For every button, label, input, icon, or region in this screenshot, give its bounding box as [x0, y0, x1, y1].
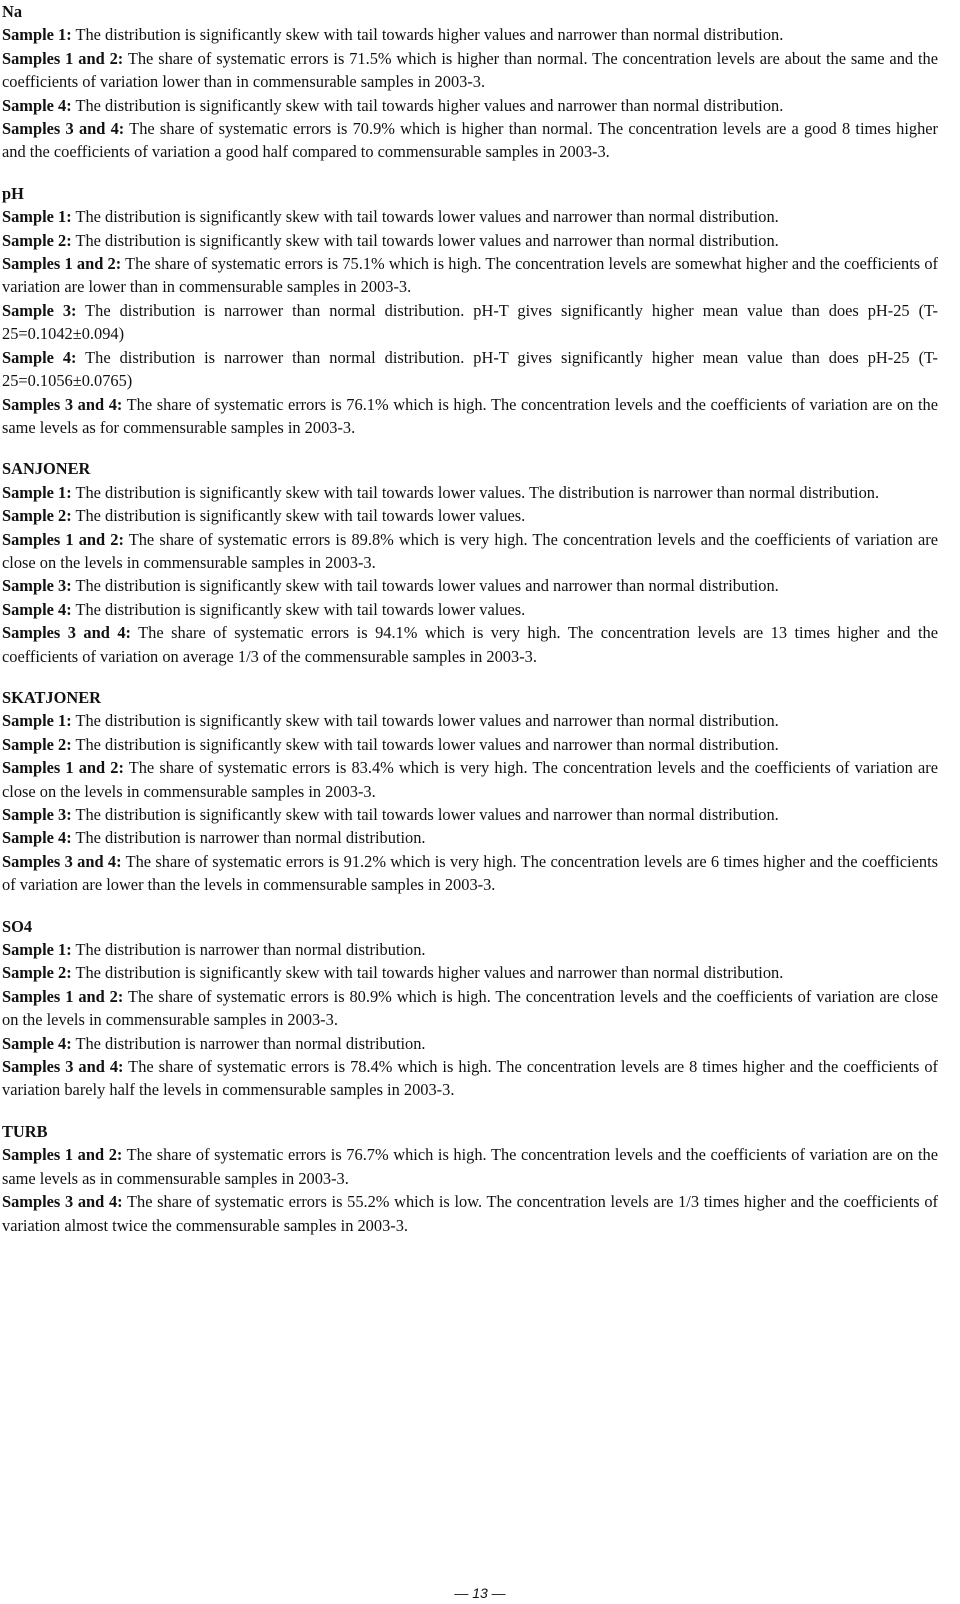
paragraph-lead: Sample 2:: [2, 734, 72, 754]
paragraph-lead: Sample 3:: [2, 805, 72, 824]
paragraph-lead: Samples 3 and 4:: [2, 1057, 124, 1077]
paragraph-lead: Sample 1:: [2, 25, 72, 45]
paragraph-text: The distribution is significantly skew with tail towards higher values and narrower than normal distribution.: [71, 25, 784, 45]
paragraph: [2, 229, 938, 252]
paragraph: [2, 709, 938, 732]
paragraph-text: The distribution is significantly skew with tail towards higher values and narrower than normal distribution.: [71, 95, 784, 115]
paragraph-text: The share of systematic errors is 76.1% which is high. The concentration levels and the coefficients of variation are on the same levels as for commensurable samples in 2003-3.: [2, 394, 938, 437]
paragraph-text: The share of systematic errors is 83.4% which is very high. The concentration levels and the coefficients of variation are close on the levels in commensurable samples in 2003-3.: [2, 758, 938, 801]
paragraph-lead: Samples 3 and 4:: [2, 851, 122, 871]
paragraph-text: The distribution is significantly skew with tail towards lower values and narrower than normal distribution.: [71, 711, 779, 731]
paragraph: [2, 850, 938, 897]
paragraph-lead: Sample 4:: [2, 1033, 72, 1053]
section-heading: SKATJONER: [2, 687, 101, 707]
paragraph-lead: Sample 2:: [2, 230, 72, 250]
paragraph-lead: Sample 4:: [2, 347, 77, 367]
section-heading: TURB: [2, 1121, 48, 1141]
paragraph-text: The distribution is significantly skew with tail towards lower values. The distribution is narrower than normal distribution.: [71, 482, 880, 502]
paragraph: [2, 598, 938, 621]
paragraph-text: The distribution is narrower than normal distribution.: [71, 828, 426, 848]
paragraph: [2, 826, 938, 849]
paragraph-lead: Samples 1 and 2:: [2, 254, 122, 274]
paragraph: [2, 1055, 938, 1102]
paragraph-text: The distribution is narrower than normal distribution.: [71, 1033, 426, 1053]
paragraph-text: The share of systematic errors is 91.2% which is very high. The concentration levels are 6 times higher and the coefficients of variation are lower than the levels in commensurable samples in 2003-3.: [2, 851, 939, 895]
paragraph-lead: Sample 2:: [2, 963, 72, 983]
section: [2, 457, 938, 668]
paragraph-lead: Sample 1:: [2, 711, 72, 731]
paragraph-lead: Samples 3 and 4:: [2, 623, 131, 643]
paragraph-text: The share of systematic errors is 71.5% which is higher than normal. The concentration levels are about the same and the coefficients of variation lower than in commensurable samples in 2003-3.: [2, 48, 939, 92]
paragraph-lead: Samples 3 and 4:: [2, 394, 123, 414]
paragraph-lead: Samples 1 and 2:: [2, 1145, 123, 1165]
section-heading: Na: [2, 2, 23, 21]
paragraph: [2, 961, 938, 984]
paragraph-lead: Samples 1 and 2:: [2, 48, 124, 68]
paragraph-text: The share of systematic errors is 80.9% which is high. The concentration levels and the coefficients of variation are close on the levels in commensurable samples in 2003-3.: [2, 986, 938, 1030]
paragraph-text: The share of systematic errors is 70.9% which is higher than normal. The concentration levels are a good 8 times higher and the coefficients of variation a good half compared to commensurable samples in 2003-3.: [2, 119, 938, 162]
paragraph-text: The distribution is narrower than normal distribution. pH-T gives significantly higher mean value than does pH-25 (T-25=0.1056±0.0765): [2, 347, 938, 391]
paragraph-lead: Samples 1 and 2:: [2, 986, 124, 1006]
paragraph: [2, 985, 938, 1032]
section: [2, 1120, 938, 1237]
section: [2, 686, 938, 897]
paragraph: [2, 528, 938, 575]
paragraph: [2, 346, 938, 393]
paragraph-text: The distribution is significantly skew with tail towards lower values and narrower than normal distribution.: [71, 805, 779, 824]
paragraph: [2, 803, 938, 826]
paragraph-lead: Samples 3 and 4:: [2, 119, 125, 139]
paragraph: [2, 733, 938, 756]
paragraph-lead: Sample 1:: [2, 482, 72, 502]
paragraph-text: The share of systematic errors is 76.7% which is high. The concentration levels and the coefficients of variation are on the same levels as in commensurable samples in 2003-3.: [2, 1145, 938, 1188]
paragraph: [2, 504, 938, 527]
paragraph-lead: Sample 4:: [2, 828, 72, 848]
section-heading: pH: [2, 183, 24, 203]
section-heading: SO4: [2, 916, 33, 936]
paragraph-lead: Samples 3 and 4:: [2, 1192, 123, 1212]
paragraph: [2, 1032, 938, 1055]
paragraph: [2, 393, 938, 440]
paragraph-text: The distribution is significantly skew with tail towards lower values.: [71, 506, 526, 526]
paragraph: [2, 574, 938, 597]
paragraph-lead: Samples 1 and 2:: [2, 758, 124, 778]
paragraph-text: The distribution is significantly skew with tail towards lower values and narrower than normal distribution.: [71, 207, 779, 227]
paragraph: [2, 252, 938, 299]
paragraph-text: The distribution is narrower than normal distribution.: [71, 940, 426, 960]
paragraph-lead: Sample 1:: [2, 207, 72, 227]
paragraph-lead: Sample 3:: [2, 300, 77, 320]
paragraph-lead: Sample 3:: [2, 576, 72, 596]
paragraph-text: The share of systematic errors is 55.2% which is low. The concentration levels are 1/3 times higher and the coefficients of variation almost twice the commensurable samples in 2003-3.: [2, 1192, 938, 1235]
paragraph-lead: Sample 4:: [2, 95, 72, 115]
paragraph-lead: Samples 1 and 2:: [2, 529, 124, 549]
paragraph-text: The distribution is significantly skew with tail towards higher values and narrower than normal distribution.: [71, 963, 784, 983]
paragraph-text: The share of systematic errors is 94.1% which is very high. The concentration levels are 13 times higher and the coefficients of variation on average 1/3 of the commensurable samples in 2003-3.: [2, 623, 938, 666]
paragraph: [2, 756, 938, 803]
paragraph-text: The distribution is significantly skew with tail towards lower values and narrower than normal distribution.: [71, 230, 779, 250]
paragraph: [2, 481, 938, 504]
paragraph: [2, 205, 938, 228]
page-number: — 13 —: [454, 1585, 506, 1601]
paragraph-lead: Sample 1:: [2, 940, 72, 960]
paragraph-lead: Sample 2:: [2, 506, 72, 526]
paragraph-text: The distribution is significantly skew with tail towards lower values.: [71, 599, 526, 619]
paragraph: [2, 117, 938, 164]
paragraph: [2, 621, 938, 668]
paragraph: [2, 47, 938, 94]
document-body: [2, 0, 938, 1255]
section: [2, 915, 938, 1102]
paragraph: [2, 1190, 938, 1237]
paragraph-text: The distribution is significantly skew with tail towards lower values and narrower than normal distribution.: [71, 576, 779, 596]
paragraph: [2, 94, 938, 117]
paragraph-text: The distribution is narrower than normal distribution. pH-T gives significantly higher mean value than does pH-25 (T-25=0.1042±0.094): [2, 300, 938, 344]
paragraph-text: The distribution is significantly skew with tail towards lower values and narrower than normal distribution.: [71, 734, 779, 754]
section: [2, 0, 938, 164]
paragraph-text: The share of systematic errors is 89.8% which is very high. The concentration levels and the coefficients of variation are close on the levels in commensurable samples in 2003-3.: [2, 529, 938, 572]
paragraph-text: The share of systematic errors is 78.4% which is high. The concentration levels are 8 times higher and the coefficients of variation barely half the levels in commensurable samples in 2003-3.: [2, 1057, 939, 1100]
paragraph: [2, 938, 938, 961]
paragraph-text: The share of systematic errors is 75.1% which is high. The concentration levels are somewhat higher and the coefficients of variation are lower than in commensurable samples in 2003-3.: [2, 254, 938, 297]
section: [2, 182, 938, 439]
paragraph: [2, 1143, 938, 1190]
section-heading: SANJONER: [2, 459, 91, 479]
paragraph-lead: Sample 4:: [2, 599, 72, 619]
paragraph: [2, 23, 938, 46]
paragraph: [2, 299, 938, 346]
